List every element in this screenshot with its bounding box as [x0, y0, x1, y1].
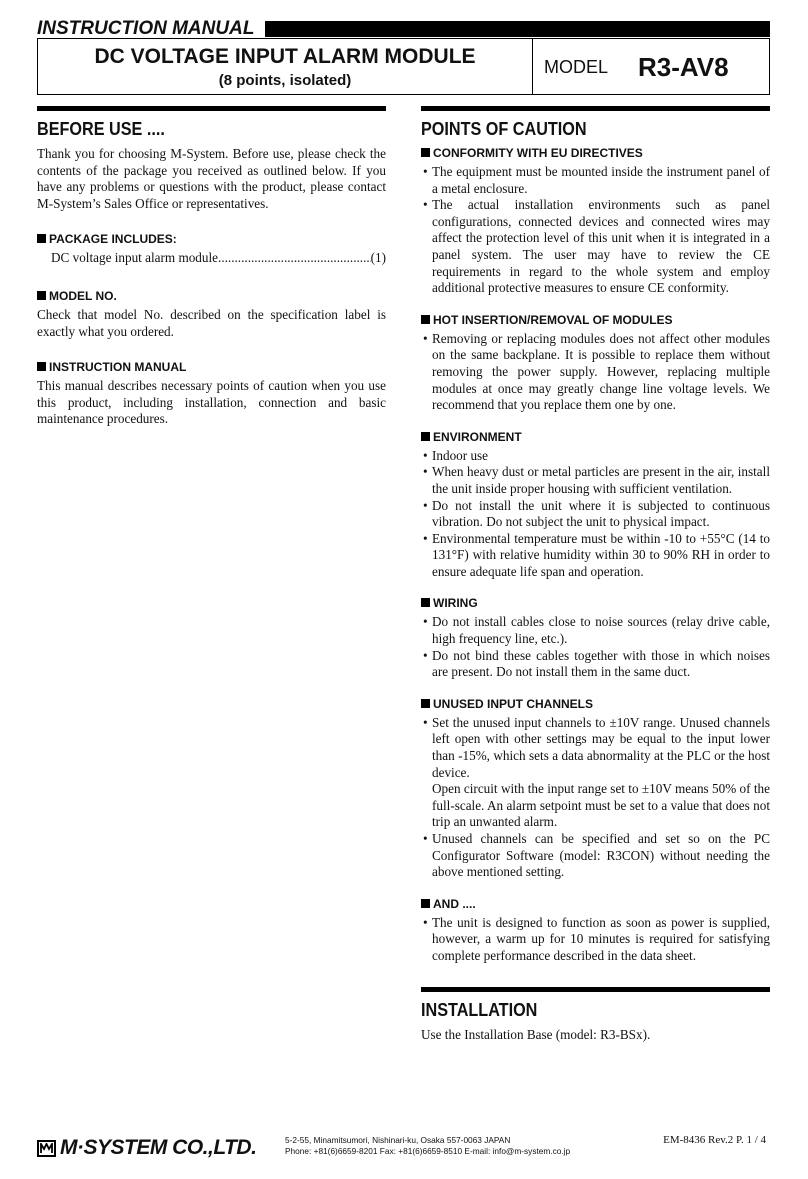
package-qty: (1)	[370, 250, 386, 266]
before-use-intro: Thank you for choosing M-System. Before use, please check the contents of the package you received as outlined below. If you have any problems or questions with the product, please contact M-System’s Sales Office or representatives.	[37, 146, 386, 211]
logo-mark-icon	[37, 1140, 56, 1157]
package-item-line	[37, 250, 386, 267]
list-item: • Set the unused input channels to ±10V range. Unused channels left open with other settings may be equal to the input lower than -15%, which sets a data abnormality at the PLC or the host device. Open circuit with the input range set to ±10V means 50% of the full-scale. An alarm setpoint must be set to a value that does not trip an unwanted alarm.	[421, 715, 770, 831]
model-value: R3-AV8	[638, 52, 729, 82]
section-rule	[37, 106, 386, 111]
model-no-text: Check that model No. described on the specification label is exactly what you ordered.	[37, 306, 386, 339]
square-bullet-icon	[421, 148, 430, 157]
list-item: • The unit is designed to function as soon as power is supplied, however, a warm up for 10 minutes is required for satisfying complete performance described in the data sheet.	[421, 915, 770, 965]
package-item: DC voltage input alarm module	[51, 250, 219, 266]
title-box	[37, 38, 770, 95]
document-title: DC VOLTAGE INPUT ALARM MODULE	[94, 45, 476, 68]
square-bullet-icon	[421, 315, 430, 324]
title-cell	[38, 39, 533, 94]
list-item: • The actual installation environments such as panel configurations, connected devices and connected wires may affect the protection level of this unit when it is integrated in a panel system. The user may have to review the CE requirements in regard to the whole system and employ additional protective measures to ensure CE conformity.	[421, 197, 770, 297]
list-item: • Do not install cables close to noise sources (relay drive cable, high frequency line, etc.).	[421, 614, 770, 647]
model-no-heading: MODEL NO.	[37, 289, 386, 304]
list-item: • The equipment must be mounted inside the instrument panel of a metal enclosure.	[421, 164, 770, 197]
left-column	[37, 106, 386, 428]
list-item: • Do not bind these cables together with those in which noises are present. Do not install them in the same duct.	[421, 648, 770, 681]
list-item: • When heavy dust or metal particles are present in the air, install the unit inside proper housing with sufficient ventilation.	[421, 464, 770, 497]
square-bullet-icon	[37, 291, 46, 300]
dot-leader	[218, 250, 371, 267]
list-item: • Indoor use	[421, 448, 770, 465]
model-label: MODEL	[544, 57, 609, 77]
instruction-manual-heading: INSTRUCTION MANUAL	[37, 360, 386, 375]
installation-text: Use the Installation Base (model: R3-BSx).	[421, 1026, 651, 1042]
company-contact: Phone: +81(6)6659-8201 Fax: +81(6)6659-8510 E-mail: info@m-system.co.jp	[285, 1146, 571, 1156]
document-number: EM-8436 Rev.2 P. 1 / 4	[663, 1134, 766, 1146]
before-use-title: BEFORE USE ....	[37, 119, 165, 139]
square-bullet-icon	[421, 699, 430, 708]
package-heading: PACKAGE INCLUDES:	[37, 232, 386, 247]
eu-directives-heading: CONFORMITY WITH EU DIRECTIVES	[421, 146, 770, 161]
section-rule	[421, 106, 770, 111]
installation-title: INSTALLATION	[421, 999, 538, 1020]
company-address-block	[285, 1135, 570, 1157]
footer	[37, 1131, 770, 1161]
square-bullet-icon	[421, 432, 430, 441]
and-heading: AND ....	[421, 897, 770, 912]
wiring-list	[421, 614, 770, 680]
square-bullet-icon	[37, 234, 46, 243]
unused-channels-heading: UNUSED INPUT CHANNELS	[421, 697, 770, 712]
wiring-heading: WIRING	[421, 596, 770, 611]
instruction-manual-text: This manual describes necessary points of caution when you use this product, including installation, connection and basic maintenance procedures.	[37, 378, 386, 427]
unused-channels-list	[421, 715, 770, 881]
document-subtitle: (8 points, isolated)	[218, 72, 352, 89]
caution-title: POINTS OF CAUTION	[421, 119, 587, 139]
company-address: 5-2-55, Minamitsumori, Nishinari-ku, Osaka 557-0063 JAPAN	[285, 1135, 511, 1145]
environment-list	[421, 448, 770, 581]
list-item: • Removing or replacing modules does not affect other modules on the same backplane. It is possible to replace them without removing the power supply. However, replacing multiple modules at once may greatly change line voltage levels. We recommend that you replace them one by one.	[421, 331, 770, 414]
hot-insertion-heading: HOT INSERTION/REMOVAL OF MODULES	[421, 313, 770, 328]
eu-directives-list	[421, 164, 770, 297]
company-logo	[37, 1137, 256, 1159]
and-list	[421, 915, 770, 965]
square-bullet-icon	[37, 362, 46, 371]
manual-banner	[37, 18, 770, 38]
hot-insertion-list	[421, 331, 770, 414]
section-rule	[421, 987, 770, 992]
square-bullet-icon	[421, 598, 430, 607]
right-column	[421, 106, 770, 1043]
list-item: • Environmental temperature must be within -10 to +55°C (14 to 131°F) with relative humidity within 30 to 90% RH in order to ensure adequate life span and operation.	[421, 531, 770, 581]
list-item: • Do not install the unit where it is subjected to continuous vibration. Do not subject the unit to physical impact.	[421, 498, 770, 531]
manual-label: INSTRUCTION MANUAL	[37, 18, 260, 40]
environment-heading: ENVIRONMENT	[421, 430, 770, 445]
continuation-text: Open circuit with the input range set to ±10V means 50% of the full-scale. An alarm setpoint must be set to a value that does not trip an unwanted alarm.	[432, 781, 770, 830]
banner-bar	[265, 21, 770, 37]
list-item: • Unused channels can be specified and set so on the PC Configurator Software (model: R3CON) without needing the above mentioned setting.	[421, 831, 770, 881]
company-name: M·SYSTEM CO.,LTD.	[60, 1136, 257, 1159]
square-bullet-icon	[421, 899, 430, 908]
